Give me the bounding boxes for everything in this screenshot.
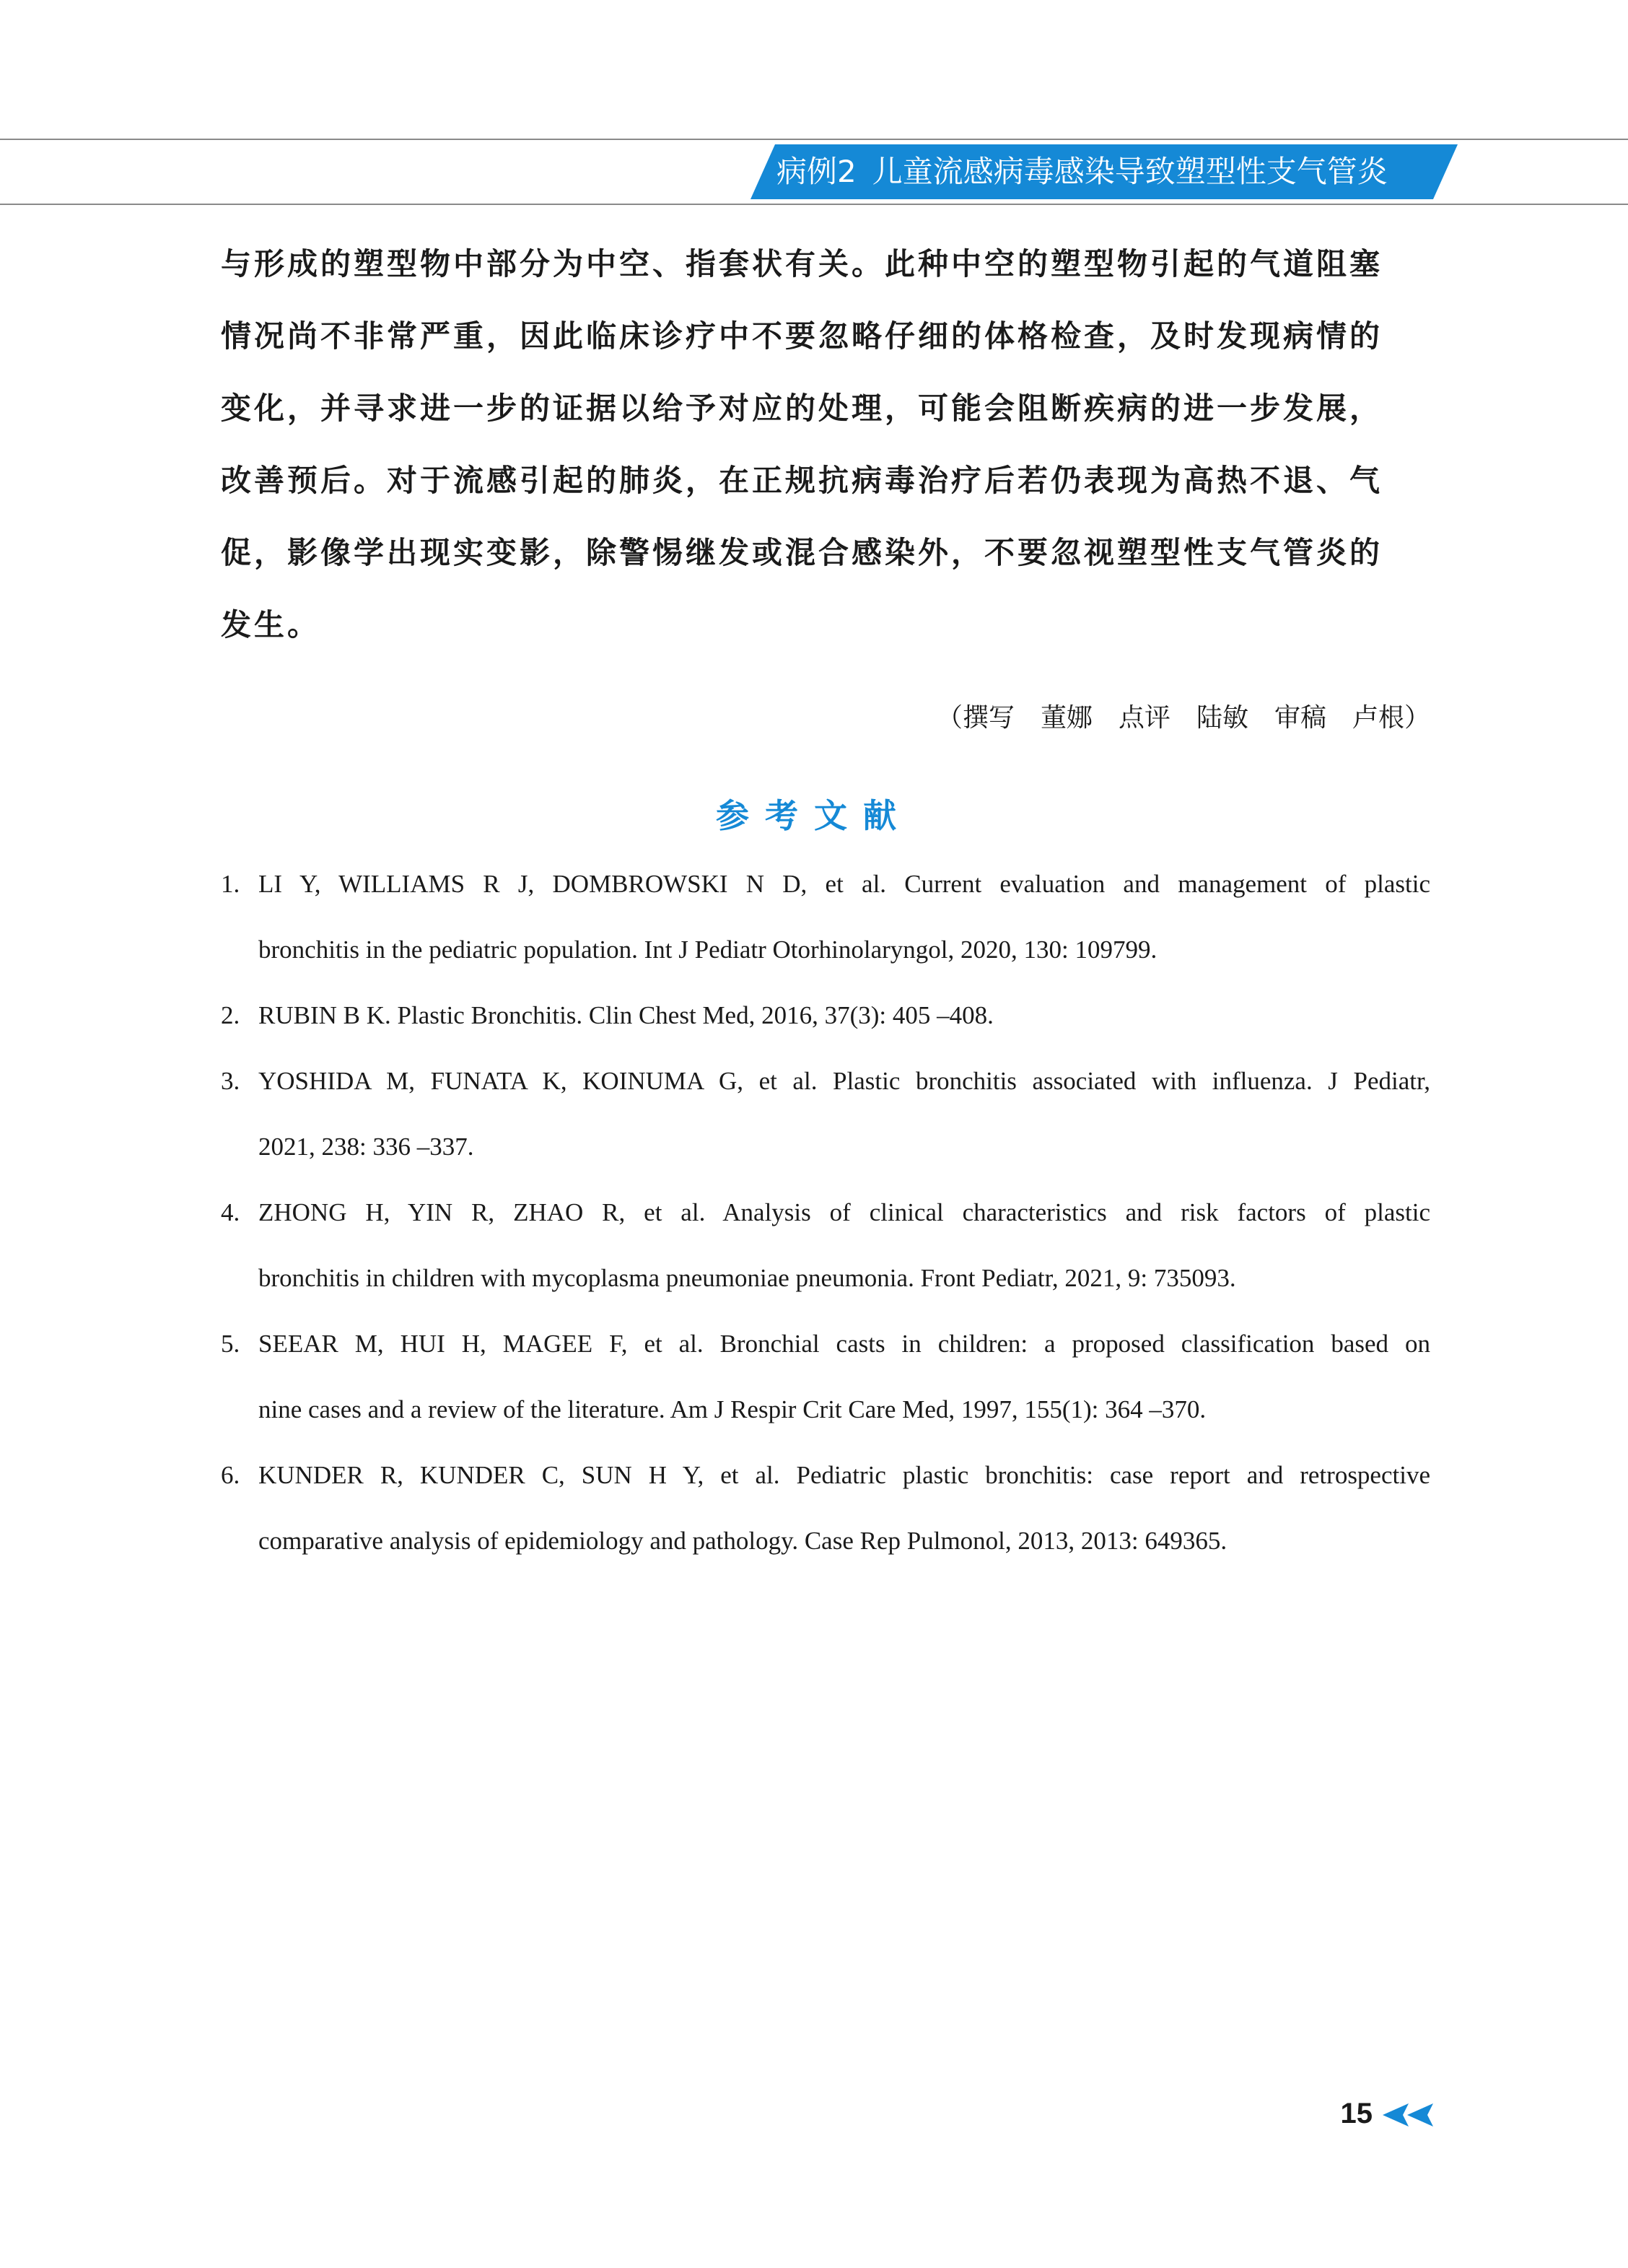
reference-item bbox=[221, 998, 1430, 1063]
reference-item bbox=[221, 1326, 1430, 1457]
reference-text: SEEAR M, HUI H, MAGEE F, et al. Bronchial casts in children: a proposed classification based on bbox=[258, 1330, 1430, 1358]
paragraph-line: 发生。 bbox=[221, 607, 321, 642]
reference-text: YOSHIDA M, FUNATA K, KOINUMA G, et al. Plastic bronchitis associated with influenza. J Pediatr, bbox=[258, 1067, 1430, 1095]
header-case-label: 病例2 bbox=[776, 154, 857, 189]
reference-item bbox=[221, 1195, 1430, 1326]
paragraph-line: 情况尚不非常严重，因此临床诊疗中不要忽略仔细的体格检查，及时发现病情的 bbox=[221, 318, 1383, 354]
header-rule-bottom bbox=[0, 204, 1628, 205]
reference-number: 5. bbox=[221, 1330, 240, 1358]
header-rule-top bbox=[0, 139, 1628, 140]
reference-number: 6. bbox=[221, 1461, 240, 1489]
reference-text: comparative analysis of epidemiology and pathology. Case Rep Pulmonol, 2013, 2013: 649365. bbox=[258, 1527, 1227, 1555]
paragraph-line: 改善预后。对于流感引起的肺炎，在正规抗病毒治疗后若仍表现为高热不退、气 bbox=[221, 463, 1383, 498]
reference-item bbox=[221, 1457, 1430, 1589]
reference-text: bronchitis in the pediatric population. Int J Pediatr Otorhinolaryngol, 2020, 130: 109799. bbox=[258, 935, 1157, 964]
reference-text: RUBIN B K. Plastic Bronchitis. Clin Chest Med, 2016, 37(3): 405 –408. bbox=[258, 1001, 994, 1029]
reference-text: KUNDER R, KUNDER C, SUN H Y, et al. Pediatric plastic bronchitis: case report and retrospective bbox=[258, 1461, 1430, 1489]
reference-text: 2021, 238: 336 –337. bbox=[258, 1133, 474, 1161]
reference-text: bronchitis in children with mycoplasma pneumoniae pneumonia. Front Pediatr, 2021, 9: 735093. bbox=[258, 1264, 1236, 1292]
reference-text: ZHONG H, YIN R, ZHAO R, et al. Analysis of clinical characteristics and risk factors of plastic bbox=[258, 1198, 1430, 1226]
body-paragraph bbox=[221, 243, 1430, 676]
reference-item bbox=[221, 1063, 1430, 1195]
reference-number: 3. bbox=[221, 1067, 240, 1095]
header-title: 儿童流感病毒感染导致塑型性支气管炎 bbox=[872, 154, 1388, 189]
paragraph-line: 促，影像学出现实变影，除警惕继发或混合感染外，不要忽视塑型性支气管炎的 bbox=[221, 535, 1383, 570]
reference-list bbox=[221, 866, 1430, 1589]
page-number: 15 bbox=[1340, 2098, 1373, 2129]
reference-number: 4. bbox=[221, 1198, 240, 1226]
paragraph-line: 与形成的塑型物中部分为中空、指套状有关。此种中空的塑型物引起的气道阻塞 bbox=[221, 246, 1383, 282]
reference-number: 2. bbox=[221, 1001, 240, 1029]
running-header bbox=[776, 144, 1426, 199]
reference-number: 1. bbox=[221, 870, 240, 898]
paragraph-line: 变化，并寻求进一步的证据以给予对应的处理，可能会阻断疾病的进一步发展， bbox=[221, 391, 1383, 426]
references-heading: 参考文献 bbox=[716, 796, 912, 835]
reference-item bbox=[221, 866, 1430, 998]
reference-text: LI Y, WILLIAMS R J, DOMBROWSKI N D, et al. Current evaluation and management of plastic bbox=[258, 870, 1430, 898]
reference-text: nine cases and a review of the literature. Am J Respir Crit Care Med, 1997, 155(1): 364 –370. bbox=[258, 1395, 1207, 1423]
double-arrow-left-icon bbox=[1378, 2101, 1436, 2129]
author-credit: （撰写 董娜 点评 陆敏 审稿 卢根） bbox=[936, 703, 1430, 733]
